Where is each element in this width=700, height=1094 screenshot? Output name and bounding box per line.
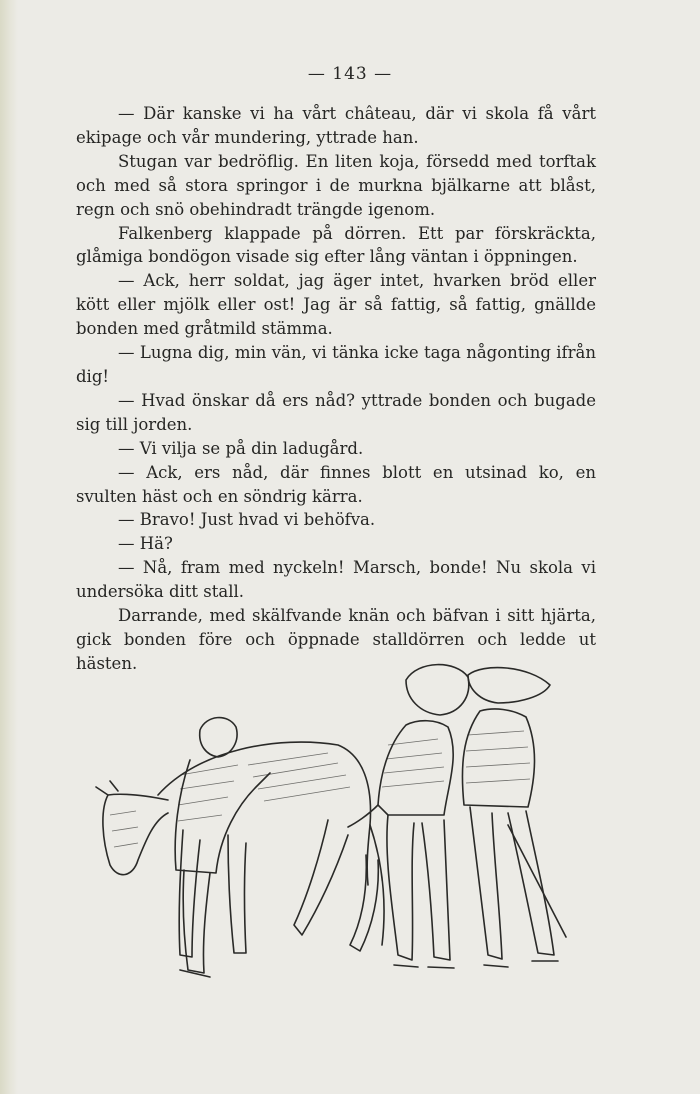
paragraph: — Ack, herr soldat, jag äger intet, hvarken bröd eller kött eller mjölk eller ost! Jag är så fattig, så fattig, gnällde bonden med gråtmild stämma. <box>76 271 596 339</box>
paragraph: Stugan var bedröflig. En liten koja, försedd med torftak och med så stora springor i de murkna bjälkarne att blåst, regn och snö obehindradt trängde igenom. <box>76 151 596 219</box>
illustration-drawing <box>88 655 588 995</box>
horse-head <box>103 794 168 874</box>
cavalier-hat <box>406 665 469 715</box>
paragraph: — Nå, fram med nyckeln! Marsch, bonde! Nu skola vi undersöka ditt stall. <box>76 558 596 602</box>
paragraph: — Vi vilja se på din ladugård. <box>118 438 364 458</box>
paragraph: Falkenberg klappade på dörren. Ett par förskräckta, glåmiga bondögon visade sig efter lång väntan i öppningen. <box>76 223 596 267</box>
paragraph: — Hvad önskar då ers nåd? yttrade bonden och bugade sig till jorden. <box>76 390 596 434</box>
horse-leg <box>228 835 246 953</box>
horse-leg <box>350 855 378 951</box>
sword <box>508 825 566 937</box>
paragraph: — Bravo! Just hvad vi behöfva. <box>118 510 376 530</box>
paragraph: — Lugna dig, min vän, vi tänka icke taga någonting ifrån dig! <box>76 343 596 386</box>
paragraph: — Hä? <box>118 534 173 554</box>
peasant-body <box>175 760 270 873</box>
cavalier-body <box>462 709 534 807</box>
horse-leg <box>294 820 348 935</box>
cavalier-hat <box>468 668 550 703</box>
illustration-horse-scene <box>88 655 588 995</box>
paragraph: — Ack, ers nåd, där finnes blott en utsinad ko, en svulten häst och en söndrig kärra. <box>76 462 596 506</box>
horse-body <box>158 742 371 885</box>
body-text <box>76 102 596 676</box>
paragraph: — Där kanske vi ha vårt château, där vi skola få vårt ekipage och vår mundering, yttrade han. <box>76 104 596 147</box>
page-number: — 143 — <box>307 64 393 84</box>
paragraph: Darrande, med skälfvande knän och bäfvan i sitt hjärta, gick bonden före och öppnade stalldörren och ledde ut hästen. <box>76 606 596 673</box>
horse-leg <box>179 830 200 957</box>
page-binding-edge <box>0 0 18 1094</box>
cavalier-body <box>378 721 453 815</box>
